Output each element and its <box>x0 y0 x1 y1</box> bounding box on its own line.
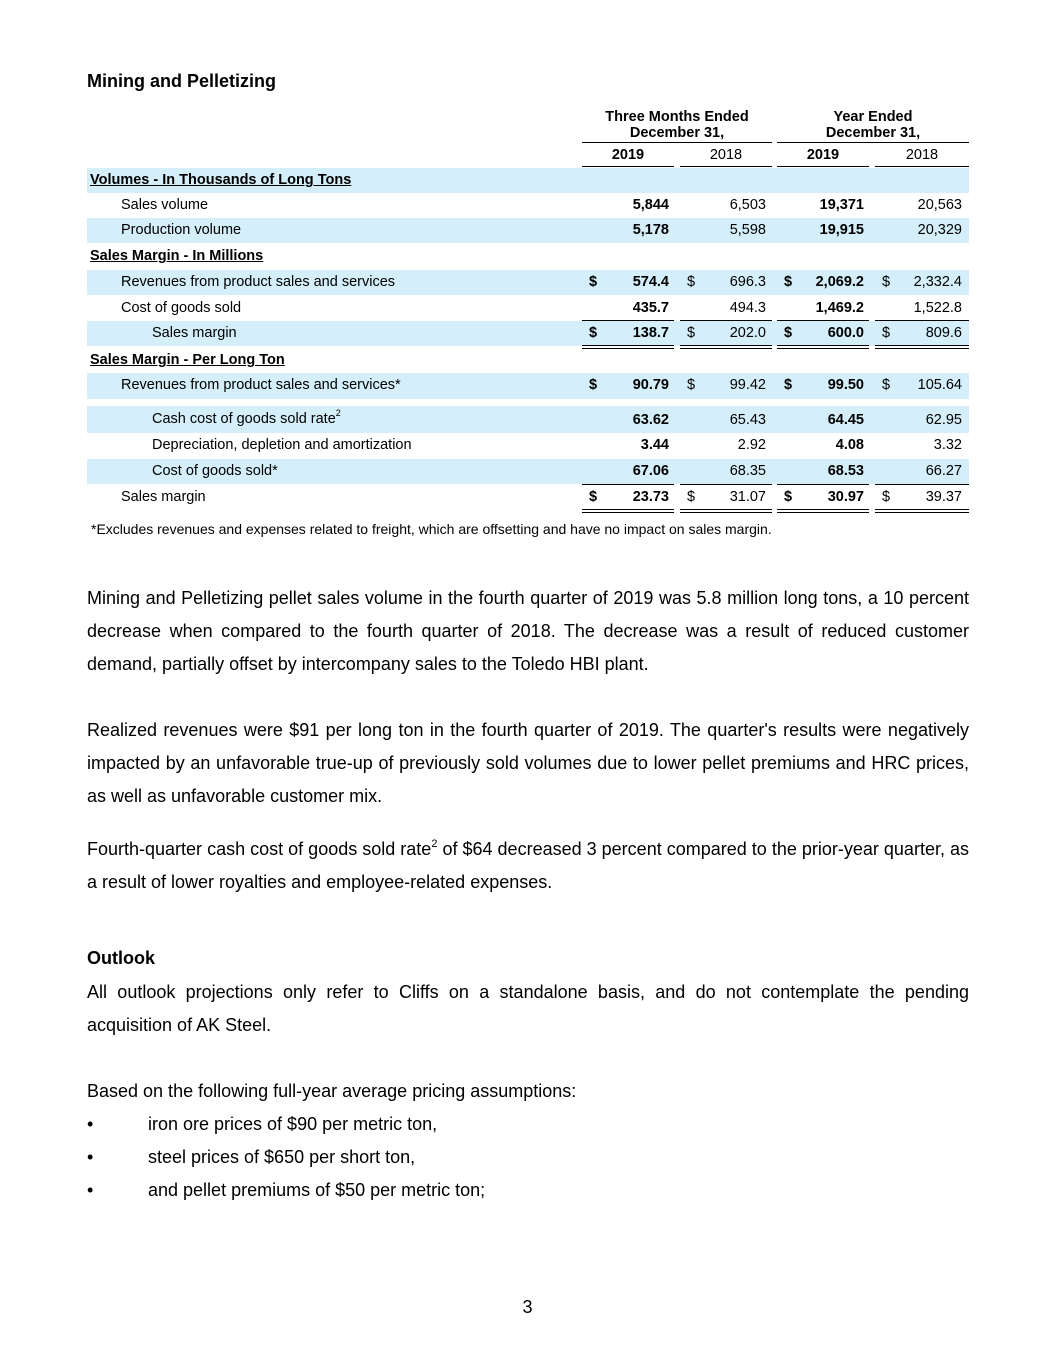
total-double-rule <box>875 509 969 513</box>
year-rule-1 <box>582 166 674 167</box>
currency-sign: $ <box>784 377 793 393</box>
row-label: Cost of goods sold <box>121 300 242 316</box>
section-volumes-label: Volumes - In Thousands of Long Tons <box>90 172 352 188</box>
table-footnote: *Excludes revenues and expenses related to freight, which are offsetting and have no impact on sales margin. <box>91 521 772 537</box>
header-rule-right <box>777 142 969 143</box>
year-2018-y: 2018 <box>905 147 939 163</box>
cell-y2019: 19,915 <box>819 222 864 238</box>
currency-sign: $ <box>589 377 598 393</box>
section-title: Mining and Pelletizing <box>87 71 276 91</box>
cell-q2018: 99.42 <box>729 377 766 393</box>
cell-y2019: 99.50 <box>827 377 864 393</box>
currency-sign: $ <box>882 489 891 505</box>
currency-sign: $ <box>882 274 891 290</box>
paragraph-cash-cost <box>87 833 969 899</box>
section-sales-margin-label: Sales Margin - In Millions <box>90 248 264 264</box>
year-2019-q: 2019 <box>611 147 645 163</box>
cell-q2018: 696.3 <box>729 274 766 290</box>
header-three-months-line2: December 31, <box>629 125 725 141</box>
cell-q2018: 494.3 <box>729 300 766 316</box>
cell-q2019: 5,844 <box>632 197 669 213</box>
currency-sign: $ <box>687 377 696 393</box>
row-label: Sales margin <box>121 489 206 505</box>
cell-q2019: 67.06 <box>632 463 669 479</box>
year-2019-y: 2019 <box>806 147 840 163</box>
cell-y2018: 20,329 <box>917 222 962 238</box>
cell-y2018: 62.95 <box>925 412 962 428</box>
row-label: Depreciation, depletion and amortization <box>152 437 412 453</box>
section-per-ton <box>87 348 969 373</box>
cell-y2018: 3.32 <box>933 437 962 453</box>
row-label: Sales volume <box>121 197 209 213</box>
cell-y2018: 809.6 <box>925 325 962 341</box>
cell-y2019: 2,069.2 <box>815 274 864 290</box>
currency-sign: $ <box>687 489 696 505</box>
section-volumes <box>87 168 969 193</box>
assumptions-lead: Based on the following full-year average pricing assumptions: <box>87 1081 577 1101</box>
cell-q2018: 202.0 <box>729 325 766 341</box>
row-sales-margin <box>87 321 969 346</box>
year-header-row <box>0 147 1055 167</box>
row-cogs-per-ton <box>87 459 969 484</box>
row-cogs <box>87 296 969 321</box>
row-label: Cost of goods sold* <box>152 463 278 479</box>
bullet-text: iron ore prices of $90 per metric ton, <box>148 1114 438 1134</box>
cell-y2019: 68.53 <box>827 463 864 479</box>
cell-q2019: 574.4 <box>632 274 669 290</box>
row-label: Revenues from product sales and services <box>121 274 396 290</box>
year-2018-q: 2018 <box>709 147 743 163</box>
row-sales-volume <box>87 193 969 218</box>
row-dda <box>87 433 969 458</box>
cell-q2019: 138.7 <box>632 325 669 341</box>
currency-sign: $ <box>589 489 598 505</box>
header-year-ended-line2: December 31, <box>825 125 921 141</box>
section-sales-margin <box>87 244 969 269</box>
row-label: Revenues from product sales and services* <box>121 377 401 393</box>
cell-q2018: 2.92 <box>737 437 766 453</box>
cell-y2018: 20,563 <box>917 197 962 213</box>
header-year-ended-line1: Year Ended <box>833 109 913 125</box>
bullet-dot: • <box>87 1114 94 1134</box>
year-rule-2 <box>680 166 772 167</box>
cell-y2019: 19,371 <box>819 197 864 213</box>
cell-y2018: 2,332.4 <box>913 274 962 290</box>
currency-sign: $ <box>589 274 598 290</box>
year-rule-4 <box>875 166 969 167</box>
cell-y2019: 30.97 <box>827 489 864 505</box>
cell-y2019: 600.0 <box>827 325 864 341</box>
cell-q2019: 5,178 <box>632 222 669 238</box>
header-year-ended <box>777 109 969 141</box>
header-three-months-line1: Three Months Ended <box>605 109 749 125</box>
paragraph-cash-cost-part2: of $64 decreased 3 percent compared to the prior-year quarter, as a result of lower royalties and employee-related expenses. <box>87 839 969 892</box>
currency-sign: $ <box>784 274 793 290</box>
paragraph-cash-cost-part1: Fourth-quarter cash cost of goods sold rate <box>87 839 432 859</box>
total-double-rule <box>777 509 869 513</box>
cell-y2019: 1,469.2 <box>815 300 864 316</box>
cell-q2018: 5,598 <box>729 222 766 238</box>
section-per-ton-label: Sales Margin - Per Long Ton <box>90 352 285 368</box>
outlook-title: Outlook <box>87 948 155 968</box>
row-label <box>152 408 341 427</box>
footnote-marker: 2 <box>431 838 438 850</box>
paragraph-realized-revenues: Realized revenues were $91 per long ton in the fourth quarter of 2019. The quarter's results were negatively impacted by an unfavorable true-up of previously sold volumes due to lower pellet premiums and HRC prices, as well as unfavorable customer mix. <box>87 720 969 806</box>
cell-y2019: 4.08 <box>835 437 864 453</box>
cell-y2019: 64.45 <box>827 412 864 428</box>
currency-sign: $ <box>687 274 696 290</box>
cell-q2019: 3.44 <box>640 437 669 453</box>
cell-q2018: 31.07 <box>729 489 766 505</box>
row-production-volume <box>87 218 969 243</box>
row-label: Production volume <box>121 222 242 238</box>
row-label-text: Cash cost of goods sold rate <box>152 411 336 427</box>
cell-q2018: 6,503 <box>729 197 766 213</box>
row-label: Sales margin <box>152 325 237 341</box>
cell-y2018: 66.27 <box>925 463 962 479</box>
currency-sign: $ <box>882 377 891 393</box>
cell-y2018: 105.64 <box>917 377 962 393</box>
cell-y2018: 39.37 <box>925 489 962 505</box>
cell-y2018: 1,522.8 <box>913 300 962 316</box>
total-double-rule <box>582 509 674 513</box>
footnote-marker: 2 <box>335 408 341 418</box>
header-rule-left <box>582 142 772 143</box>
row-margin-per-ton <box>87 485 969 510</box>
bullet-dot: • <box>87 1147 94 1167</box>
bullet-text: and pellet premiums of $50 per metric ton; <box>148 1180 486 1200</box>
row-revenues <box>87 270 969 295</box>
outlook-intro: All outlook projections only refer to Cliffs on a standalone basis, and do not contemplate the pending acquisition of AK Steel. <box>87 982 969 1035</box>
cell-q2019: 23.73 <box>632 489 669 505</box>
paragraph-sales-volume: Mining and Pelletizing pellet sales volume in the fourth quarter of 2019 was 5.8 million long tons, a 10 percent decrease when compared to the fourth quarter of 2018. The decrease was a result of reduced customer demand, partially offset by intercompany sales to the Toledo HBI plant. <box>87 588 969 674</box>
currency-sign: $ <box>784 325 793 341</box>
cell-q2018: 68.35 <box>729 463 766 479</box>
currency-sign: $ <box>882 325 891 341</box>
year-rule-3 <box>777 166 869 167</box>
header-three-months <box>582 109 772 141</box>
page-number: 3 <box>522 1297 533 1317</box>
total-double-rule <box>680 509 772 513</box>
currency-sign: $ <box>589 325 598 341</box>
cell-q2018: 65.43 <box>729 412 766 428</box>
cell-q2019: 90.79 <box>632 377 669 393</box>
bullet-dot: • <box>87 1180 94 1200</box>
currency-sign: $ <box>687 325 696 341</box>
currency-sign: $ <box>784 489 793 505</box>
row-revenues-per-ton <box>87 373 969 399</box>
cell-q2019: 435.7 <box>632 300 669 316</box>
bullet-text: steel prices of $650 per short ton, <box>148 1147 416 1167</box>
cell-q2019: 63.62 <box>632 412 669 428</box>
row-cash-cost <box>87 406 969 433</box>
